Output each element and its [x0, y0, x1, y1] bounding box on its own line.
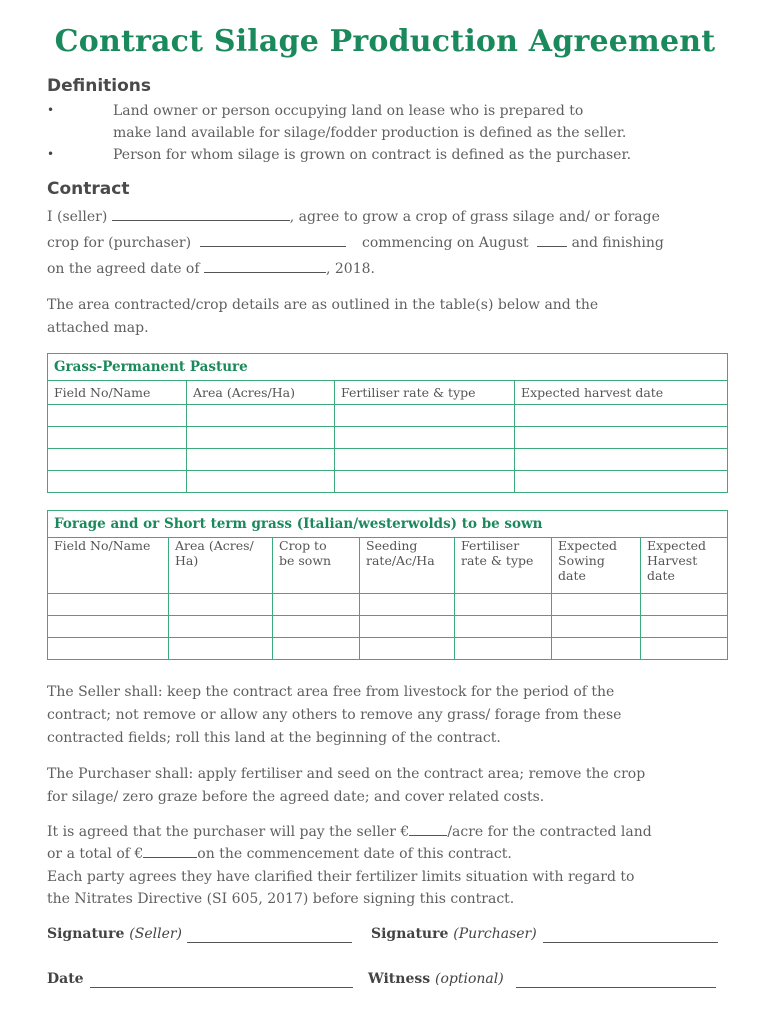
seller-signature-label: Signature (Seller) [47, 926, 183, 942]
finishing-text: and finishing [571, 235, 664, 251]
year-text: , 2018. [326, 261, 375, 277]
table-cell[interactable] [641, 594, 728, 616]
contract-line-2 [47, 232, 664, 254]
table-cell[interactable] [169, 594, 273, 616]
table2-header-harvest: Expected Harvest date [641, 538, 728, 594]
table-cell[interactable] [48, 471, 187, 493]
nitrates-line2: the Nitrates Directive (SI 605, 2017) before signing this contract. [47, 891, 515, 907]
table-cell[interactable] [273, 638, 360, 660]
table-cell[interactable] [360, 638, 455, 660]
table-cell[interactable] [515, 471, 728, 493]
table-cell[interactable] [335, 471, 515, 493]
agreed-date-field[interactable] [204, 258, 326, 273]
table-cell[interactable] [455, 594, 552, 616]
table-cell[interactable] [187, 405, 335, 427]
table-cell[interactable] [48, 594, 169, 616]
seller-obligations-line1: The Seller shall: keep the contract area free from livestock for the period of the [47, 684, 615, 700]
table2-header-seeding: Seeding rate/Ac/Ha [360, 538, 455, 594]
table1-header-area: Area (Acres/Ha) [187, 381, 335, 405]
table-cell[interactable] [48, 638, 169, 660]
table2-header-crop: Crop to be sown [273, 538, 360, 594]
table-cell[interactable] [641, 638, 728, 660]
purchaser-signature-field[interactable] [543, 942, 718, 943]
table-cell[interactable] [515, 449, 728, 471]
table-cell[interactable] [48, 449, 187, 471]
contract-line-1 [47, 206, 660, 228]
nitrates-line1: Each party agrees they have clarified their fertilizer limits situation with regard to [47, 869, 635, 885]
witness-label: Witness (optional) [368, 971, 504, 987]
payment-line2 [47, 843, 512, 865]
definition-seller-line1: Land owner or person occupying land on lease who is prepared to [113, 103, 584, 119]
definitions-heading: Definitions [47, 76, 152, 96]
table-cell[interactable] [273, 594, 360, 616]
bullet-icon: • [47, 147, 55, 161]
seller-obligations-line3: contracted fields; roll this land at the beginning of the contract. [47, 730, 501, 746]
seller-signature-field[interactable] [187, 942, 352, 943]
table-row [48, 449, 728, 471]
table1-header-field: Field No/Name [48, 381, 187, 405]
area-text-line1: The area contracted/crop details are as outlined in the table(s) below and the [47, 297, 599, 313]
commencing-text: commencing on August [362, 235, 529, 251]
table2-header-fertiliser: Fertiliser rate & type [455, 538, 552, 594]
price-per-acre-field[interactable] [409, 821, 447, 836]
forage-short-term-grass-table [47, 510, 728, 660]
table-cell[interactable] [455, 638, 552, 660]
definition-purchaser: Person for whom silage is grown on contract is defined as the purchaser. [113, 147, 632, 163]
seller-name-field[interactable] [112, 206, 290, 221]
table-cell[interactable] [455, 616, 552, 638]
date-field[interactable] [90, 987, 353, 988]
agreed-date-label: on the agreed date of [47, 261, 200, 277]
table1-header-harvest: Expected harvest date [515, 381, 728, 405]
table-cell[interactable] [335, 427, 515, 449]
table-cell[interactable] [552, 616, 641, 638]
table-cell[interactable] [48, 616, 169, 638]
table-cell[interactable] [515, 427, 728, 449]
table2-caption: Forage and or Short term grass (Italian/westerwolds) to be sown [48, 511, 728, 538]
table-row [48, 594, 728, 616]
date-label: Date [47, 971, 84, 987]
total-price-field[interactable] [143, 843, 197, 858]
table-cell[interactable] [187, 449, 335, 471]
grass-permanent-pasture-table [47, 353, 728, 493]
payment-total-suffix: on the commencement date of this contract. [197, 846, 512, 862]
table-cell[interactable] [335, 449, 515, 471]
agree-text: , agree to grow a crop of grass silage and/ or forage [289, 209, 660, 225]
contract-line-3 [47, 258, 375, 280]
table-cell[interactable] [360, 594, 455, 616]
table1-header-fertiliser: Fertiliser rate & type [335, 381, 515, 405]
table2-header-area: Area (Acres/ Ha) [169, 538, 273, 594]
table-row [48, 471, 728, 493]
table-row [48, 405, 728, 427]
table-cell[interactable] [552, 638, 641, 660]
table-cell[interactable] [335, 405, 515, 427]
payment-total-label: or a total of € [47, 846, 144, 862]
payment-per-acre-suffix: /acre for the contracted land [447, 824, 652, 840]
seller-label: I (seller) [47, 209, 108, 225]
purchaser-obligations-line2: for silage/ zero graze before the agreed date; and cover related costs. [47, 789, 545, 805]
table-cell[interactable] [169, 616, 273, 638]
purchaser-signature-label: Signature (Purchaser) [371, 926, 537, 942]
purchaser-obligations-line1: The Purchaser shall: apply fertiliser and seed on the contract area; remove the crop [47, 766, 646, 782]
table-cell[interactable] [360, 616, 455, 638]
table2-header-sowing: Expected Sowing date [552, 538, 641, 594]
table-cell[interactable] [641, 616, 728, 638]
table-cell[interactable] [187, 471, 335, 493]
table-row [48, 427, 728, 449]
table-row [48, 638, 728, 660]
table-cell[interactable] [187, 427, 335, 449]
purchaser-name-field[interactable] [200, 232, 346, 247]
table-cell[interactable] [48, 427, 187, 449]
seller-obligations-line2: contract; not remove or allow any others to remove any grass/ forage from these [47, 707, 622, 723]
august-day-field[interactable] [537, 232, 567, 247]
table-cell[interactable] [515, 405, 728, 427]
table-row [48, 616, 728, 638]
table-cell[interactable] [169, 638, 273, 660]
table2-header-field: Field No/Name [48, 538, 169, 594]
table-cell[interactable] [552, 594, 641, 616]
definition-seller-line2: make land available for silage/fodder production is defined as the seller. [113, 125, 627, 141]
area-text-line2: attached map. [47, 320, 149, 336]
witness-signature-field[interactable] [516, 987, 716, 988]
contract-heading: Contract [47, 179, 130, 199]
table-cell[interactable] [48, 405, 187, 427]
bullet-icon: • [47, 103, 55, 117]
payment-line1 [47, 821, 652, 843]
page-title: Contract Silage Production Agreement [54, 24, 716, 59]
purchaser-label: crop for (purchaser) [47, 235, 192, 251]
table1-caption: Grass-Permanent Pasture [48, 354, 728, 381]
payment-per-acre-label: It is agreed that the purchaser will pay the seller € [47, 824, 410, 840]
table-cell[interactable] [273, 616, 360, 638]
